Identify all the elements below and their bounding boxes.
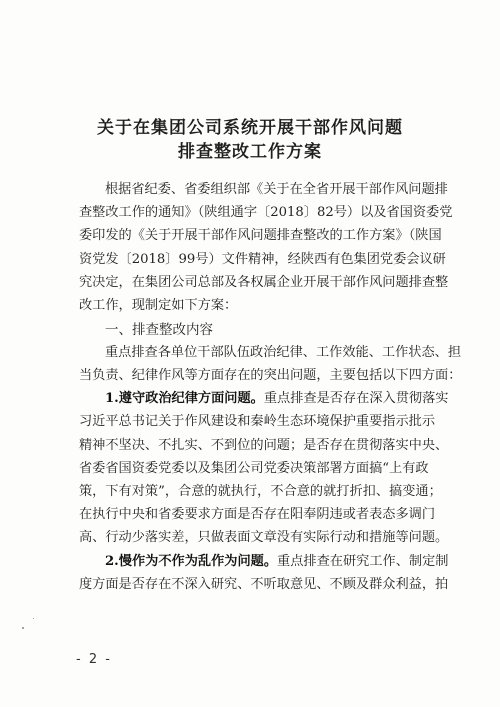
intro-line: 根据省纪委、省委组织部《关于在全省开展干部作风问题排	[105, 182, 448, 197]
item-2-heading: 2.慢作为不作为乱作为问题。	[105, 554, 278, 569]
intro-line: 委印发的《关于开展干部作风问题排查整改的工作方案》（陕国	[79, 228, 442, 243]
item-2-text: 重点排查在研究工作、制定制	[277, 554, 449, 569]
intro-line: 查整改工作的通知》（陕组通字〔2018〕82号）以及省国资委党	[79, 205, 453, 220]
intro-line: 资党发〔2018〕99号）文件精神，经陕西有色集团党委会议研	[79, 252, 446, 267]
scan-speck	[22, 627, 24, 629]
intro-line: 究决定，在集团公司总部及各权属企业开展干部作风问题排查整	[79, 275, 449, 290]
item-1-first-line	[105, 389, 449, 409]
section-intro-line: 当负责、纪律作风等方面存在的突出问题，主要包括以下四方面：	[79, 368, 462, 383]
section-intro-line: 重点排查各单位干部队伍政治纪律、工作效能、工作状态、担	[105, 345, 462, 360]
intro-line: 改工作，现制定如下方案：	[79, 298, 238, 313]
item-1-heading: 1.遵守政治纪律方面问题。	[105, 391, 264, 406]
item-1-line: 高、行动少落实差，只做表面文章没有实际行动和措施等问题。	[79, 530, 449, 545]
section-heading: 一、排查整改内容	[105, 322, 213, 338]
item-1-line: 精神不坚决、不扎实、不到位的问题；是否存在贯彻落实中央、	[79, 438, 449, 453]
item-1-line: 策，下有对策”，合意的就执行，不合意的就打折扣、搞变通；	[79, 484, 442, 499]
item-1-line: 省委省国资委党委以及集团公司党委决策部署方面搞“上有政	[79, 461, 429, 476]
document-title-line-2: 排查整改工作方案	[178, 142, 322, 162]
item-1-line: 在执行中央和省委要求方面是否存在阳奉阴违或者表态多调门	[79, 507, 436, 522]
document-title-line-1: 关于在集团公司系统开展干部作风问题	[97, 118, 403, 138]
item-1-text: 重点排查是否存在深入贯彻落实	[263, 391, 449, 406]
page-number: - 2 -	[76, 652, 112, 667]
item-1-line: 习近平总书记关于作风建设和秦岭生态环境保护重要指示批示	[79, 414, 436, 429]
item-2-first-line	[105, 552, 449, 572]
scan-speck	[33, 618, 34, 619]
item-2-line: 度方面是否存在不深入研究、不听取意见、不顾及群众利益，拍	[79, 577, 449, 592]
